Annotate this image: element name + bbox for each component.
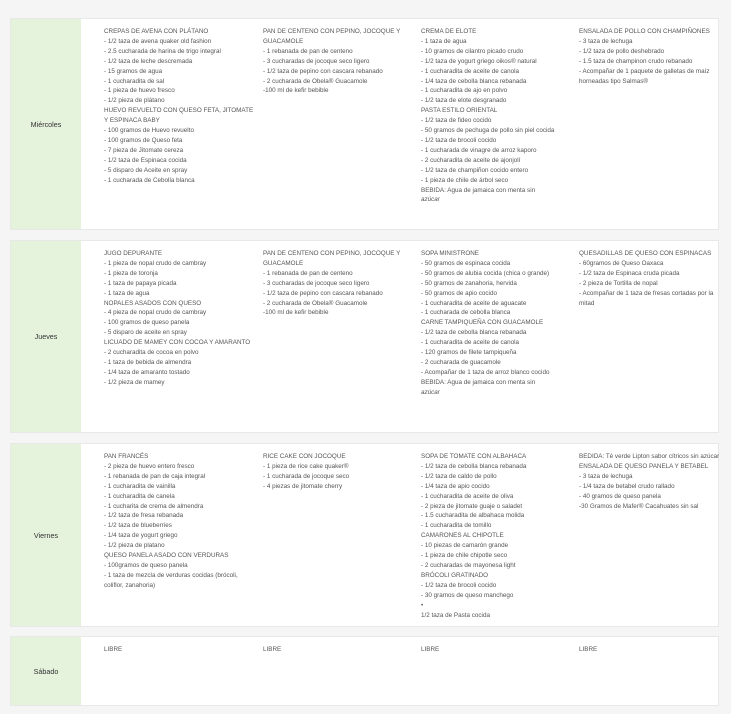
ingredient-line: - 50 gramos de pechuga de pollo sin piel cocida — [421, 127, 555, 135]
ingredient-line: - 1/2 taza de fideo cocido — [421, 117, 492, 125]
ingredient-line: - 1 cucharita de crema de almendra — [104, 502, 204, 510]
ingredient-line: - 5 disparo de aceite en spray — [104, 329, 187, 337]
ingredient-line: - 15 gramos de agua — [104, 67, 163, 75]
ingredient-line: - 2 cucharadas de mayonesa light — [421, 561, 516, 569]
meal-title: LIBRE — [104, 646, 123, 653]
ingredient-line: - 1 cucharadita de aceite de oliva — [421, 492, 514, 500]
ingredient-line: - 1/2 taza de pepino con cascara rebanado — [263, 289, 383, 297]
ingredient-line: - 1 cucharadita de aceite de canola — [421, 67, 520, 75]
meal-title: PAN FRANCÉS — [104, 453, 149, 460]
ingredient-line: - 1 cucharadita de sal — [104, 77, 165, 85]
meal-title: NOPALES ASADOS CON QUESO — [104, 299, 202, 307]
ingredient-line: -100 ml de kefir bebible — [263, 309, 329, 317]
ingredient-line: - 1/2 taza de Espinaca cruda picada — [579, 269, 680, 277]
meal-title: ENSALADA DE POLLO CON CHAMPIÑONES — [579, 28, 710, 35]
ingredient-line: - 1 cucharadita de aceite de canola — [421, 339, 520, 347]
ingredient-line: - 1 pieza de rice cake quaker® — [263, 462, 349, 470]
meal-title: BEBIDA: Agua de jamaica con menta sin — [421, 186, 536, 194]
ingredient-line: - 1 cucharada de cebolla blanca — [421, 309, 511, 317]
meal-title: JUGO DEPURANTE — [104, 250, 163, 257]
ingredient-line: - 1/4 taza de cebolla blanca rebanada — [421, 77, 527, 85]
meal-title: LIBRE — [579, 646, 598, 653]
day-label: Viernes — [11, 444, 81, 626]
ingredient-line: 1/2 taza de Pasta cocida — [421, 611, 490, 619]
day-card-sabado — [10, 636, 719, 706]
ingredient-line: - 1 pieza de chile de árbol seco — [421, 176, 509, 184]
meal-column — [263, 249, 413, 318]
ingredient-line: - 1.5 taza de champinon crudo rebanado — [579, 57, 693, 65]
ingredient-line: - 2 cucharada de Obela® Guacamole — [263, 77, 368, 85]
ingredient-line: - 100 gramos de Huevo revuelto — [104, 127, 194, 135]
ingredient-line: - 1/2 taza de yogurt griego oikos® natural — [421, 57, 537, 65]
ingredient-line: - Acompañar de 1 paquete de galletas de maíz horneadas tipo Salmas® — [579, 67, 712, 85]
ingredient-line: - 1/2 taza de leche descremada — [104, 57, 193, 65]
meal-title: BEDIDA: Té verde Lipton sabor cítricos sin azúcar — [579, 453, 720, 460]
meal-column — [579, 27, 729, 86]
ingredient-line: - 1/2 taza de brocoli cocido — [421, 581, 497, 589]
meal-column — [579, 249, 729, 308]
ingredient-line: - 3 cucharadas de jocoque seco ligero — [263, 57, 370, 65]
ingredient-line: - 1.5 cucharadita de albahaca molida — [421, 512, 525, 520]
meal-title: ENSALADA DE QUESO PANELA Y BETABEL — [579, 462, 709, 470]
ingredient-line: - 1 cucharada de Cebolla blanca — [104, 176, 195, 184]
ingredient-line: - 100 gramos de Queso feta — [104, 136, 183, 144]
ingredient-line: - 1/4 taza de betabel crudo rallado — [579, 482, 675, 490]
ingredient-line: - 100gramos de queso panela — [104, 561, 188, 569]
ingredient-line: - 1 cucharadita de ajo en polvo — [421, 87, 508, 95]
ingredient-line: - 1 cucharada de jocoque seco — [263, 472, 350, 480]
ingredient-line: - 1 cucharadita de tomillo — [421, 522, 492, 530]
ingredient-line: - 60gramos de Queso Oaxaca — [579, 259, 664, 267]
day-label: Miércoles — [11, 19, 81, 229]
ingredient-line: - 10 gramos de cilantro picado crudo — [421, 47, 524, 55]
ingredient-line: - 3 taza de lechuga — [579, 37, 633, 45]
meal-title: PASTA ESTILO ORIENTAL — [421, 107, 498, 115]
ingredient-line: - 1 cucharadita de vainilla — [104, 482, 176, 490]
ingredient-line: - 40 gramos de queso panela — [579, 492, 661, 500]
ingredient-line: - 1/2 taza de caldo de pollo — [421, 472, 497, 480]
meal-title: SOPA MINISTRONE — [421, 250, 479, 257]
ingredient-line: - 1/2 taza de champiñon cocido entero — [421, 166, 529, 174]
ingredient-line: -30 Gramos de Mafer® Cacahuates sin sal — [579, 502, 699, 510]
ingredient-line: - 2 cucharadita de aceite de ajonjolí — [421, 156, 521, 164]
ingredient-line: - 5 disparo de Aceite en spray — [104, 166, 188, 174]
ingredient-line: - 50 gramos de zanahoria, hervida — [421, 279, 517, 287]
meal-column — [421, 645, 571, 655]
ingredient-line: - 50 gramos de apio cocido — [421, 289, 497, 297]
meal-title: LIBRE — [263, 646, 282, 653]
meal-title: CREMA DE ELOTE — [421, 28, 477, 35]
ingredient-line: - 2.5 cucharada de harina de trigo integral — [104, 47, 221, 55]
ingredient-line: - 1 cucharadita de aceite de aguacate — [421, 299, 527, 307]
meal-title: BRÓCOLI GRATINADO — [421, 571, 489, 579]
meal-title: HUEVO REVUELTO CON QUESO FETA, JITOMATE Y ESPINACA BABY — [104, 107, 255, 125]
ingredient-line: - 1/4 taza de yogurt griego — [104, 532, 178, 540]
ingredient-line: - Acompañar de 1 taza de fresas cortadas por la mitad — [579, 289, 716, 307]
ingredient-line: - 1 rebanada de pan de caja integral — [104, 472, 206, 480]
ingredient-line: - 2 pieza de huevo entero fresco — [104, 462, 195, 470]
ingredient-line: - 1/2 pieza de mamey — [104, 378, 165, 386]
ingredient-line: - 4 pieza de nopal crudo de cambray — [104, 309, 207, 317]
ingredient-line: - 1/4 taza de apio cocido — [421, 482, 490, 490]
meal-title: PAN DE CENTENO CON PEPINO, JOCOQUE Y GUACAMOLE — [263, 28, 402, 45]
meal-column — [104, 249, 254, 388]
ingredient-line: - Acompañar de 1 taza de arroz blanco cocido — [421, 368, 550, 376]
ingredient-line: - 2 cucharada de guacamole — [421, 358, 501, 366]
ingredient-line: - 1 taza de agua — [421, 37, 467, 45]
ingredient-line: - 1 cucharadita de canela — [104, 492, 175, 500]
meal-title: BEBIDA: Agua de jamaica con menta sin — [421, 378, 536, 386]
ingredient-line: -100 ml de kefir bebible — [263, 87, 329, 95]
meal-title: LIBRE — [421, 646, 440, 653]
ingredient-line: - 1/2 pieza de platano — [104, 542, 165, 550]
meal-title: QUESO PANELA ASADO CON VERDURAS — [104, 552, 229, 560]
ingredient-line: - 4 piezas de jitomate cherry — [263, 482, 343, 490]
meal-title: CARNE TAMPIQUEÑA CON GUACAMOLE — [421, 319, 544, 327]
meal-column — [579, 452, 729, 511]
ingredient-line: - 50 gramos de alubia cocida (chica o grande) — [421, 269, 550, 277]
meal-title: RICE CAKE CON JOCOQUE — [263, 453, 346, 460]
ingredient-line: - 10 piezas de camarón grande — [421, 542, 509, 550]
ingredient-line: - 30 gramos de queso manchego — [421, 591, 514, 599]
meal-title: azúcar — [421, 388, 440, 396]
ingredient-line: - 2 cucharada de Obela® Guacamole — [263, 299, 368, 307]
meal-title: QUESADILLAS DE QUESO CON ESPINACAS — [579, 250, 712, 257]
day-card-jueves — [10, 240, 719, 433]
ingredient-line: - 1/2 taza de Espinaca cocida — [104, 156, 187, 164]
ingredient-line: - 1 taza de agua — [104, 289, 150, 297]
ingredient-line: - 1 taza de bebida de almendra — [104, 358, 192, 366]
ingredient-line: - 1 rebanada de pan de centeno — [263, 269, 353, 277]
ingredient-line: - 1/2 taza de blueberries — [104, 522, 172, 530]
meal-column — [421, 27, 571, 205]
ingredient-line: - 100 gramos de queso panela — [104, 319, 190, 327]
ingredient-line: - 1 rebanada de pan de centeno — [263, 47, 353, 55]
ingredient-line: • — [421, 601, 424, 609]
meal-title: SOPA DE TOMATE CON ALBAHACA — [421, 453, 527, 460]
ingredient-line: - 3 taza de lechuga — [579, 472, 633, 480]
day-card-miercoles — [10, 18, 719, 230]
meal-title: PAN DE CENTENO CON PEPINO, JOCOQUE Y GUACAMOLE — [263, 250, 402, 267]
day-label: Jueves — [11, 241, 81, 432]
ingredient-line: - 1 taza de papaya picada — [104, 279, 177, 287]
meal-title: LICUADO DE MAMEY CON COCOA Y AMARANTO — [104, 339, 251, 347]
meal-title: azúcar — [421, 196, 440, 204]
ingredient-line: - 1/2 taza de brocoli cocido — [421, 136, 497, 144]
ingredient-line: - 1 pieza de huevo fresco — [104, 87, 175, 95]
ingredient-line: - 3 cucharadas de jocoque seco ligero — [263, 279, 370, 287]
ingredient-line: - 7 pieza de Jitomate cereza — [104, 146, 184, 154]
ingredient-line: - 1/2 taza de elote desgranado — [421, 97, 507, 105]
meal-title: CAMARONES AL CHIPOTLE — [421, 532, 504, 540]
meal-column — [579, 645, 729, 655]
meal-column — [263, 645, 413, 655]
ingredient-line: - 1/2 taza de cebolla blanca rebanada — [421, 462, 527, 470]
meal-column — [263, 452, 413, 492]
ingredient-line: - 1 cucharada de vinagre de arroz kaporo — [421, 146, 537, 154]
ingredient-line: - 2 cucharadita de cocoa en polvo — [104, 349, 199, 357]
ingredient-line: - 1/2 taza de cebolla blanca rebanada — [421, 329, 527, 337]
meal-column — [421, 249, 571, 398]
ingredient-line: - 1/2 taza de fresa rebanada — [104, 512, 184, 520]
ingredient-line: - 1 pieza de nopal crudo de cambray — [104, 259, 207, 267]
day-card-viernes — [10, 443, 719, 627]
ingredient-line: - 1 pieza de chile chipotle seco — [421, 552, 508, 560]
meal-column — [263, 27, 413, 96]
ingredient-line: - 2 pieza de jitomate guaje o saladet — [421, 502, 523, 510]
meal-column — [421, 452, 571, 620]
meal-column — [104, 645, 254, 655]
ingredient-line: - 1 pieza de toronja — [104, 269, 158, 277]
ingredient-line: - 1/2 taza de pollo deshebrado — [579, 47, 665, 55]
ingredient-line: - 50 gramos de espinaca cocida — [421, 259, 511, 267]
meal-column — [104, 27, 254, 186]
meal-title: CREPAS DE AVENA CON PLÁTANO — [104, 28, 209, 35]
ingredient-line: - 1/2 taza de pepino con cascara rebanado — [263, 67, 383, 75]
ingredient-line: - 120 gramos de filete tampiqueña — [421, 349, 517, 357]
day-label: Sábado — [11, 637, 81, 705]
ingredient-line: - 2 pieza de Tortilla de nopal — [579, 279, 658, 287]
meal-column — [104, 452, 254, 591]
ingredient-line: - 1/2 taza de avena quaker old fashion — [104, 37, 212, 45]
ingredient-line: - 1/2 pieza de plátano — [104, 97, 165, 105]
ingredient-line: - 1/4 taza de amaranto tostado — [104, 368, 190, 376]
ingredient-line: - 1 taza de mezcla de verduras cocidas (brócoli, coliflor, zanahoria) — [104, 571, 240, 589]
